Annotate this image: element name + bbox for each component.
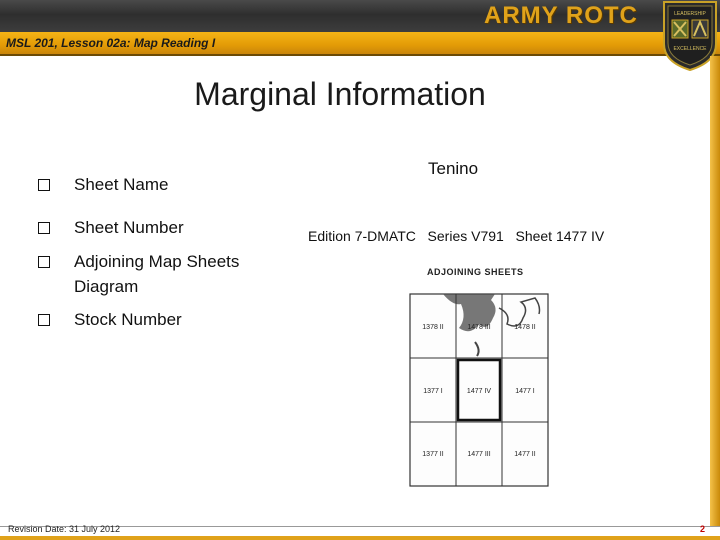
footer-bar (0, 536, 720, 540)
bullet-item (38, 172, 288, 197)
diagram-heading: ADJOINING SHEETS (427, 267, 524, 277)
checkbox-icon (38, 256, 50, 268)
bullet-item (38, 215, 288, 240)
checkbox-icon (38, 222, 50, 234)
slide-title: Marginal Information (194, 76, 486, 112)
bullet-text: Adjoining Map Sheets Diagram (74, 252, 240, 296)
header-divider (0, 54, 720, 56)
grid-cell-label: 1377 II (422, 451, 444, 458)
grid-cell-label: 1477 III (467, 451, 491, 458)
bullet-text: Sheet Number (74, 218, 184, 237)
bullet-item (38, 249, 288, 299)
adjoining-sheets-diagram (395, 258, 575, 490)
grid-cell-label: 1378 II (422, 324, 444, 331)
sheet-name-example: Tenino (428, 159, 479, 178)
edition-line: Edition 7-DMATC Series V791 Sheet 1477 IV (308, 228, 605, 244)
checkbox-icon (38, 179, 50, 191)
right-edge-bar (710, 56, 720, 526)
checkbox-icon (38, 314, 50, 326)
emblem-top-text: LEADERSHIP (674, 11, 706, 17)
grid-cell-label: 1478 III (467, 324, 491, 331)
grid-cell-label: 1477 IV (466, 388, 492, 395)
grid-cell-label: 1477 II (514, 451, 536, 458)
bullet-item (38, 307, 288, 332)
bullet-text: Stock Number (74, 310, 182, 329)
bullet-text: Sheet Name (74, 175, 169, 194)
revision-date: Revision Date: 31 July 2012 (8, 524, 121, 534)
page-number: 2 (700, 524, 706, 534)
brand-logo: ARMY ROTC (484, 2, 638, 29)
course-label: MSL 201, Lesson 02a: Map Reading I (6, 36, 216, 50)
grid-cell-label: 1478 II (514, 324, 536, 331)
grid-cell-label: 1477 I (515, 388, 535, 395)
emblem-bottom-text: EXCELLENCE (673, 46, 707, 52)
grid-cell-label: 1377 I (423, 388, 443, 395)
